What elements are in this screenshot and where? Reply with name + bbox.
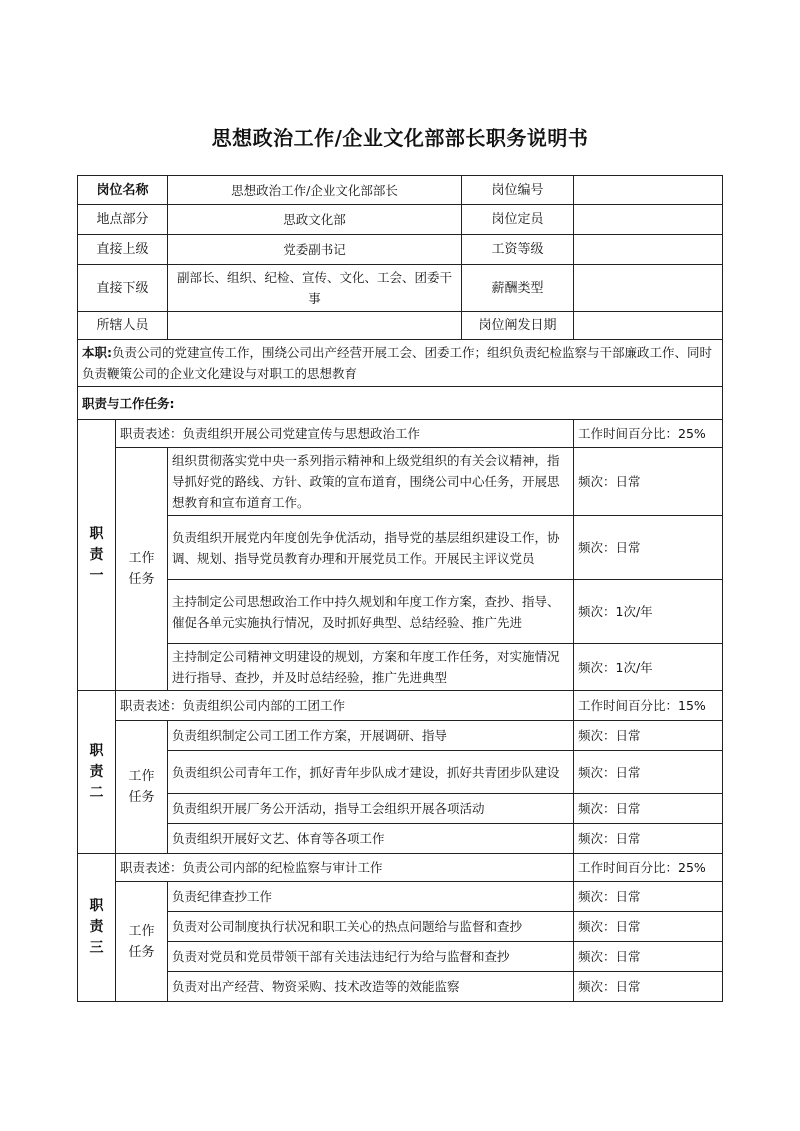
duty-3-statement: 职责表述：负责公司内部的纪检监察与审计工作 — [116, 854, 574, 882]
duty-2-task-1-freq: 频次：日常 — [574, 721, 723, 751]
post-number-label: 岗位编号 — [462, 176, 574, 205]
duty-2-task-4-text: 负责组织开展好文艺、体育等各项工作 — [168, 824, 574, 854]
duty-3-task-3-text: 负责对党员和党员带领干部有关违法违纪行为给与监督和查抄 — [168, 942, 574, 972]
staff-label: 所辖人员 — [78, 312, 168, 340]
duty-1-task-1-text: 组织贯彻落实党中央一系列指示精神和上级党组织的有关会议精神，指导抓好党的路线、方针、政策的宣布道育，围绕公司中心任务，开展思想教育和宣布道育工作。 — [168, 448, 574, 516]
duty-3-statement-row — [78, 854, 723, 882]
duty-1-task-4-freq: 频次：1次/年 — [574, 644, 723, 691]
duty-summary-label: 本职: — [82, 345, 112, 360]
duty-summary — [78, 340, 723, 387]
pay-type-label: 薪酬类型 — [462, 265, 574, 312]
duty-2-task-3 — [78, 794, 723, 824]
row-post-name — [78, 176, 723, 205]
duty-3-task-1 — [78, 882, 723, 912]
post-number-value — [574, 176, 723, 205]
row-staff — [78, 312, 723, 340]
duty-1-statement: 职责表述：负责组织开展公司党建宣传与思想政治工作 — [116, 420, 574, 448]
duty-1-task-3-freq: 频次：1次/年 — [574, 580, 723, 644]
issue-date-value — [574, 312, 723, 340]
post-name-value: 思想政治工作/企业文化部部长 — [168, 176, 462, 205]
post-name-label: 岗位名称 — [78, 176, 168, 205]
duty-1-task-1-freq: 频次：日常 — [574, 448, 723, 516]
superior-label: 直接上级 — [78, 235, 168, 265]
row-superior — [78, 235, 723, 265]
subordinate-label: 直接下级 — [78, 265, 168, 312]
duty-2-task-2-freq: 频次：日常 — [574, 751, 723, 794]
duty-3-percent: 工作时间百分比：25% — [574, 854, 723, 882]
duty-2-task-4 — [78, 824, 723, 854]
duty-2-task-2-text: 负责组织公司青年工作，抓好青年步队成才建设，抓好共青团步队建设 — [168, 751, 574, 794]
duty-1-task-4-text: 主持制定公司精神文明建设的规划，方案和年度工作任务，对实施情况进行指导、查抄，并及时总结经验，推广先进典型 — [168, 644, 574, 691]
duty-2-task-3-text: 负责组织开展厂务公开活动，指导工会组织开展各项活动 — [168, 794, 574, 824]
duty-2-label: 职 责 二 — [78, 691, 116, 854]
department-value: 思政文化部 — [168, 205, 462, 235]
duty-1-task-3 — [78, 580, 723, 644]
duty-summary-text: 负责公司的党建宣传工作，围绕公司出产经营开展工会、团委工作；组织负责纪检监察与干部廉政工作、同时负责鞭策公司的企业文化建设与对职工的思想教育 — [82, 345, 713, 381]
staffing-value — [574, 205, 723, 235]
row-subordinate — [78, 265, 723, 312]
duty-2-work-label: 工作 任务 — [116, 721, 168, 854]
duty-3-task-1-text: 负责纪律查抄工作 — [168, 882, 574, 912]
duty-2-percent: 工作时间百分比：15% — [574, 691, 723, 721]
salary-grade-value — [574, 235, 723, 265]
duty-3-task-2 — [78, 912, 723, 942]
duty-3-label: 职 责 三 — [78, 854, 116, 1002]
duty-1-task-2 — [78, 516, 723, 580]
salary-grade-label: 工资等级 — [462, 235, 574, 265]
duty-1-task-1 — [78, 448, 723, 516]
duty-3-task-2-freq: 频次：日常 — [574, 912, 723, 942]
row-duties-heading — [78, 387, 723, 420]
duty-1-work-label: 工作 任务 — [116, 448, 168, 691]
duty-1-percent: 工作时间百分比：25% — [574, 420, 723, 448]
duty-3-task-3-freq: 频次：日常 — [574, 942, 723, 972]
duty-3-task-4-freq: 频次：日常 — [574, 972, 723, 1002]
duties-heading: 职责与工作任务: — [78, 387, 723, 420]
staffing-label: 岗位定员 — [462, 205, 574, 235]
duty-3-work-label: 工作 任务 — [116, 882, 168, 1002]
duty-3-task-2-text: 负责对公司制度执行状况和职工关心的热点问题给与监督和查抄 — [168, 912, 574, 942]
duty-1-label: 职 责 一 — [78, 420, 116, 691]
row-department — [78, 205, 723, 235]
duty-1-task-3-text: 主持制定公司思想政治工作中持久规划和年度工作方案，查抄、指导、催促各单元实施执行情况，及时抓好典型、总结经验、推广先进 — [168, 580, 574, 644]
subordinate-value: 副部长、组织、纪检、宣传、文化、工会、团委干事 — [168, 265, 462, 312]
issue-date-label: 岗位阐发日期 — [462, 312, 574, 340]
duty-1-task-2-text: 负责组织开展党内年度创先争优活动，指导党的基层组织建设工作，协调、规划、指导党员教育办理和开展党员工作。开展民主评议党员 — [168, 516, 574, 580]
duty-2-task-4-freq: 频次：日常 — [574, 824, 723, 854]
duty-2-statement: 职责表述：负责组织公司内部的工团工作 — [116, 691, 574, 721]
job-description-table — [77, 175, 723, 1002]
duty-3-task-3 — [78, 942, 723, 972]
page-title: 思想政治工作/企业文化部部长职务说明书 — [211, 126, 589, 150]
duty-2-statement-row — [78, 691, 723, 721]
staff-value — [168, 312, 462, 340]
pay-type-value — [574, 265, 723, 312]
superior-value: 党委副书记 — [168, 235, 462, 265]
duty-1-statement-row — [78, 420, 723, 448]
department-label: 地点部分 — [78, 205, 168, 235]
duty-3-task-1-freq: 频次：日常 — [574, 882, 723, 912]
duty-2-task-3-freq: 频次：日常 — [574, 794, 723, 824]
row-duty-summary — [78, 340, 723, 387]
duty-3-task-4-text: 负责对出产经营、物资采购、技术改造等的效能监察 — [168, 972, 574, 1002]
duty-2-task-1-text: 负责组织制定公司工团工作方案，开展调研、指导 — [168, 721, 574, 751]
duty-1-task-4 — [78, 644, 723, 691]
duty-3-task-4 — [78, 972, 723, 1002]
duty-2-task-2 — [78, 751, 723, 794]
duty-2-task-1 — [78, 721, 723, 751]
duty-1-task-2-freq: 频次：日常 — [574, 516, 723, 580]
